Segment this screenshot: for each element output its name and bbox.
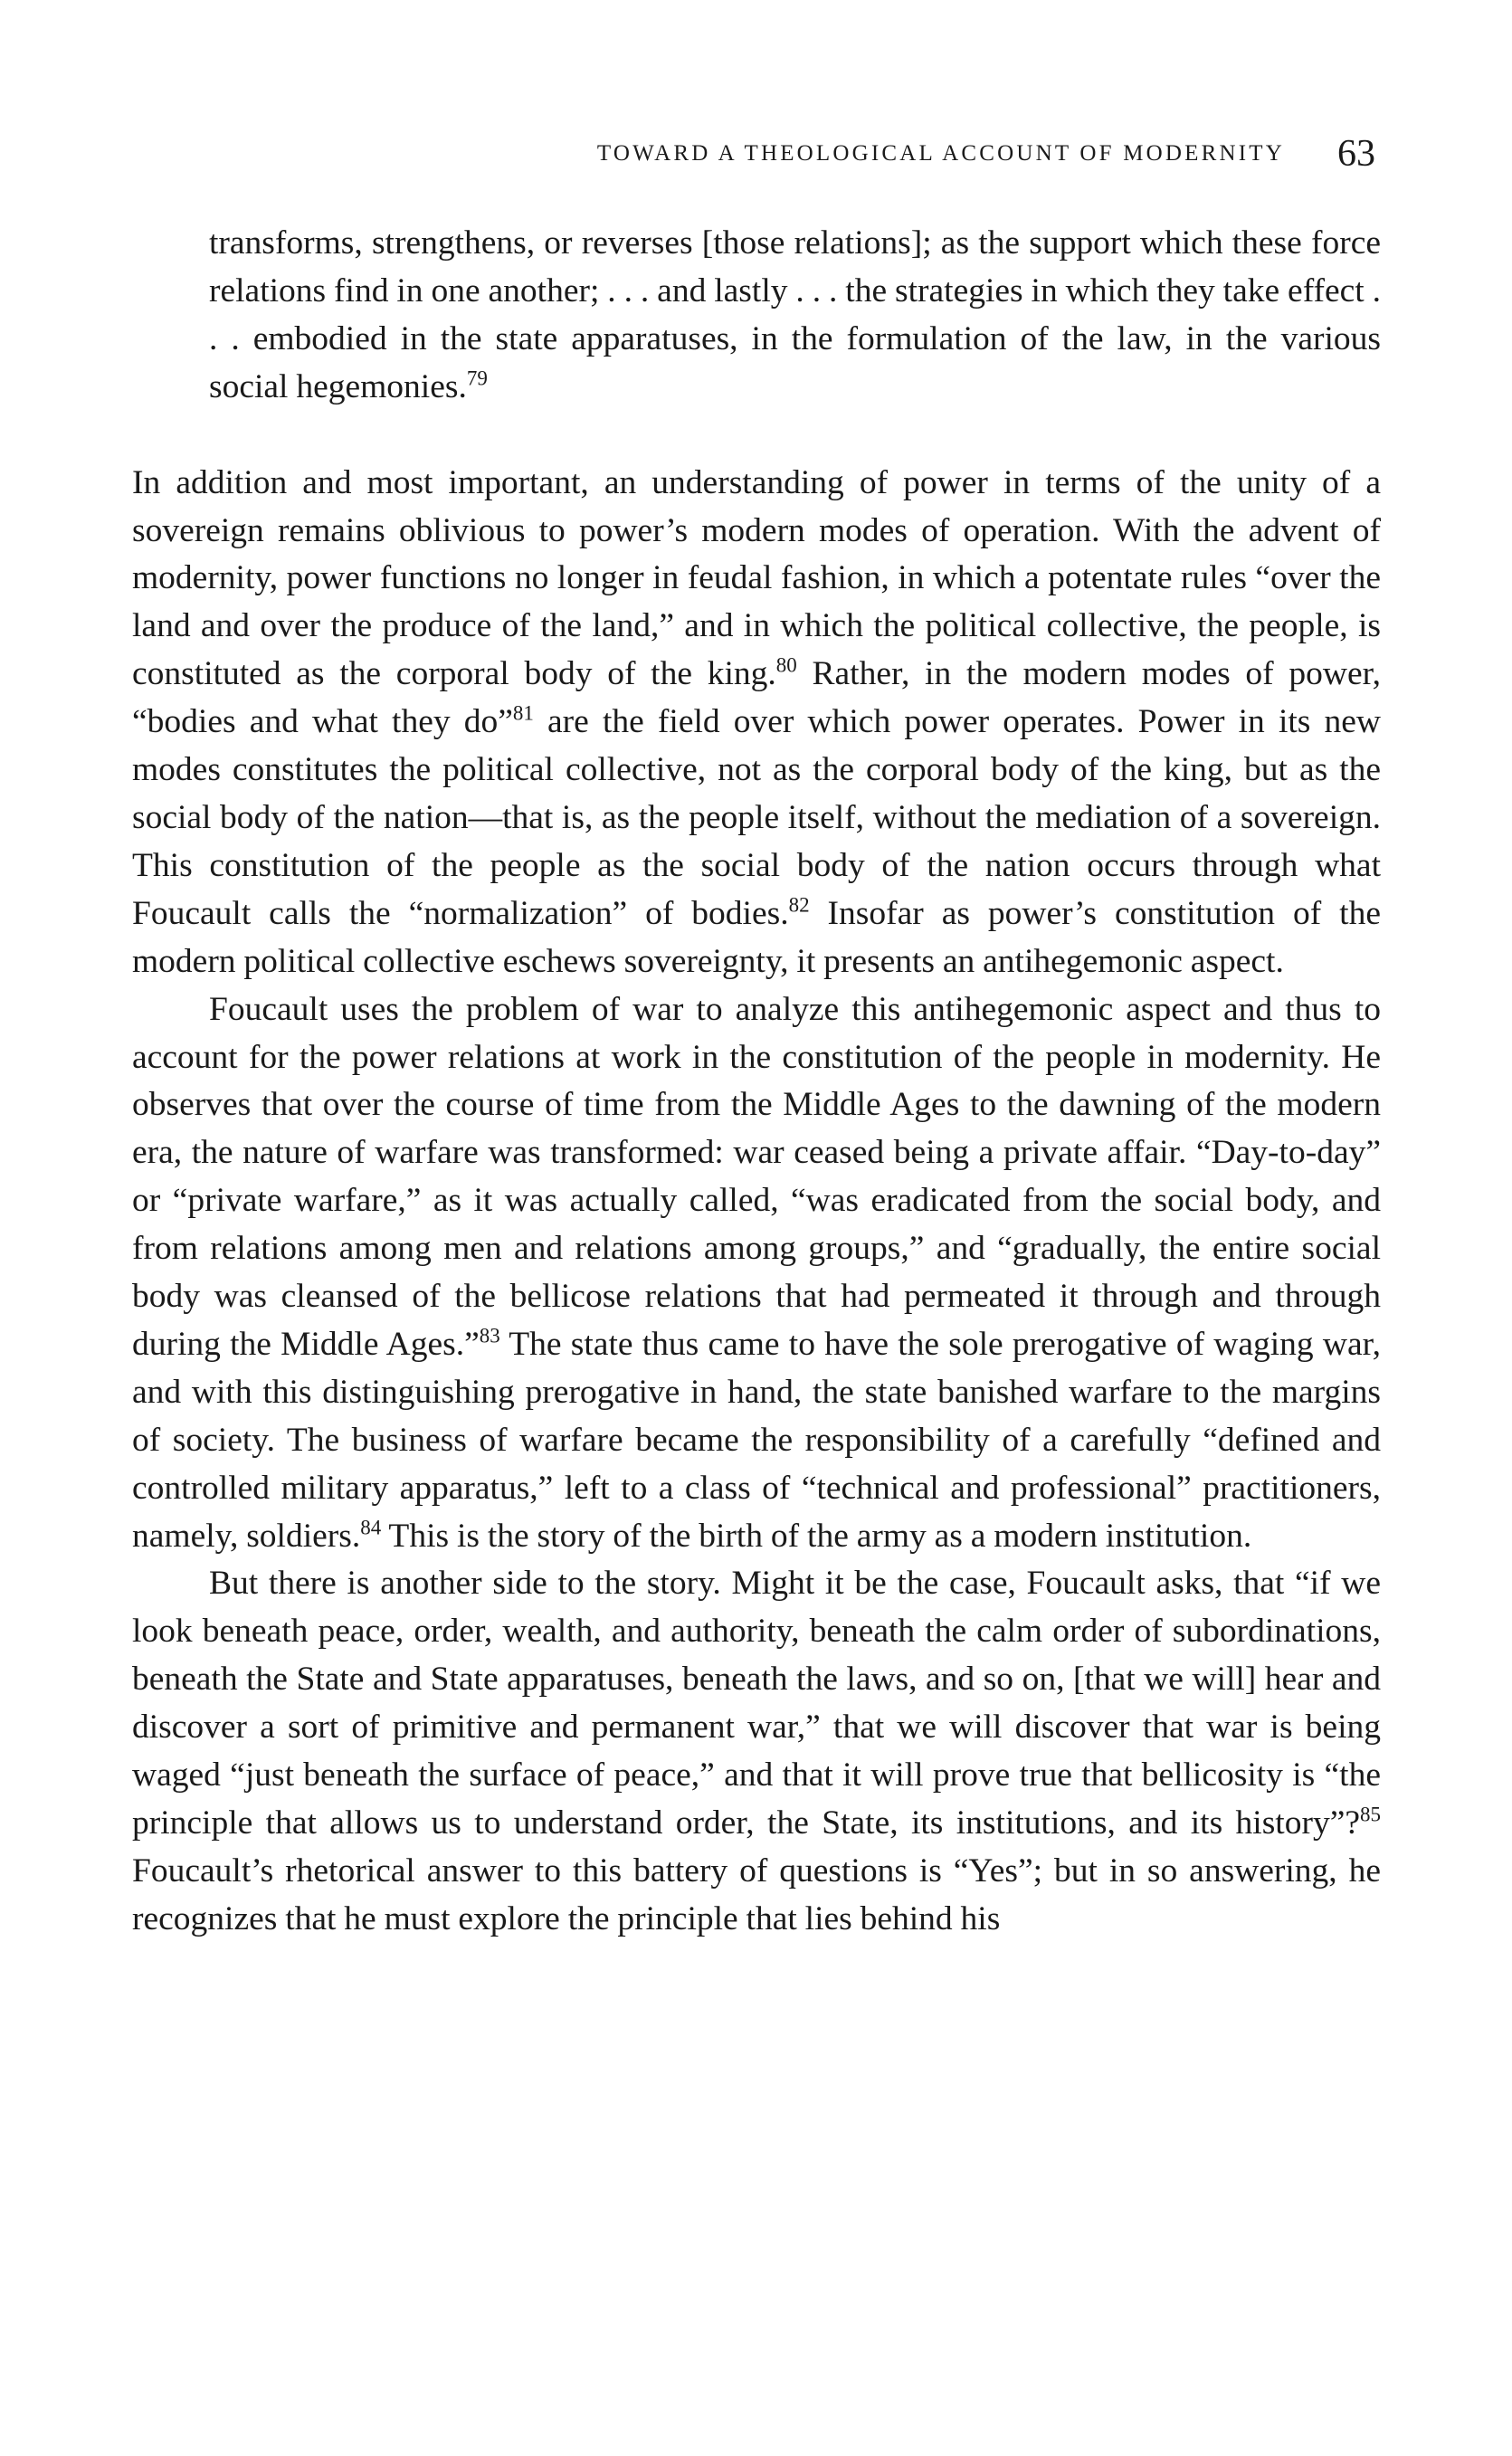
paragraph [132,986,1381,1561]
paragraph-text: The state thus came to have the sole prerogative of waging war, and with this distinguishing prerogative in hand, the state banished warfare to the margins of society. The business of warfare became the responsibility of a carefully “defined and controlled military apparatus,” left to a class of “technical and professional” practitioners, namely, soldiers. [132,1325,1381,1555]
paragraph-text: In addition and most important, an understanding of power in terms of the unity of a sovereign remains oblivious to power’s modern modes of operation. With the advent of modernity, power functions no longer in feudal fashion, in which a potentate rules “over the land and over the produce of the land,” and in which the political collective, the people, is constituted as the corporal body of the king. [132,463,1381,693]
paragraphs [132,460,1381,1944]
paragraph-text: But there is another side to the story. Might it be the case, Foucault asks, that “if we look beneath peace, order, wealth, and authority, beneath the calm order of subordinations, beneath the State and State apparatuses, beneath the laws, and so on, [that we will] hear and discover a sort of primitive and permanent war,” that we will discover that war is being waged “just beneath the surface of peace,” and that it will prove true that bellicosity is “the principle that allows us to understand order, the State, its institutions, and its history”? [132,1565,1381,1842]
footnote-ref: 83 [479,1324,500,1347]
paragraph-text: Foucault’s rhetorical answer to this battery of questions is “Yes”; but in so answering, he recognizes that he must explore the principle that lies behind his [132,1852,1381,1937]
block-quote [209,220,1381,412]
paragraph-text: This is the story of the birth of the army as a modern institution. [381,1517,1252,1555]
running-head-title: TOWARD A THEOLOGICAL ACCOUNT OF MODERNITY [596,141,1285,166]
page-number: 63 [1337,133,1375,175]
paragraph-text: Rather, in the modern modes of power, “bodies and what they do” [132,655,1381,741]
paragraph-text: Insofar as power’s constitution of the modern political collective eschews sovereignty, it presents an antihegemonic aspect. [132,894,1381,980]
paragraph-text: Foucault uses the problem of war to analyze this antihegemonic aspect and thus to account for the power relations at work in the constitution of the people in modernity. He observes that over the course of time from the Middle Ages to the dawning of the modern era, the nature of warfare was transformed: war ceased being a private affair. “Day-to-day” or “private warfare,” as it was actually called, “was eradicated from the social body, and from relations among men and relations among groups,” and “gradually, the entire social body was cleansed of the bellicose relations that had permeated it through and through during the Middle Ages.” [132,990,1381,1363]
paragraph [132,460,1381,986]
footnote-ref: 80 [775,653,797,677]
footnote-ref: 81 [512,701,534,725]
footnote-ref: 79 [466,366,488,390]
footnote-ref: 82 [788,893,810,917]
footnote-ref: 85 [1360,1803,1381,1826]
body-text [132,220,1381,1944]
paragraph [132,1560,1381,1943]
footnote-ref: 84 [360,1516,382,1539]
running-head [208,133,1375,181]
paragraph-text: are the field over which power operates. Power in its new modes constitutes the political collective, not as the corporal body of the king, but as the social body of the nation—that is, as the people itself, without the mediation of a sovereign. This constitution of the people as the social body of the nation occurs through what Foucault calls the “normalization” of bodies. [132,703,1381,932]
block-quote-text: transforms, strengthens, or reverses [those relations]; as the support which these force relations find in one another; . . . and lastly . . . the strategies in which they take effect . . . embodied in the state apparatuses, in the formulation of the law, in the various social hegemonies. [209,224,1381,405]
